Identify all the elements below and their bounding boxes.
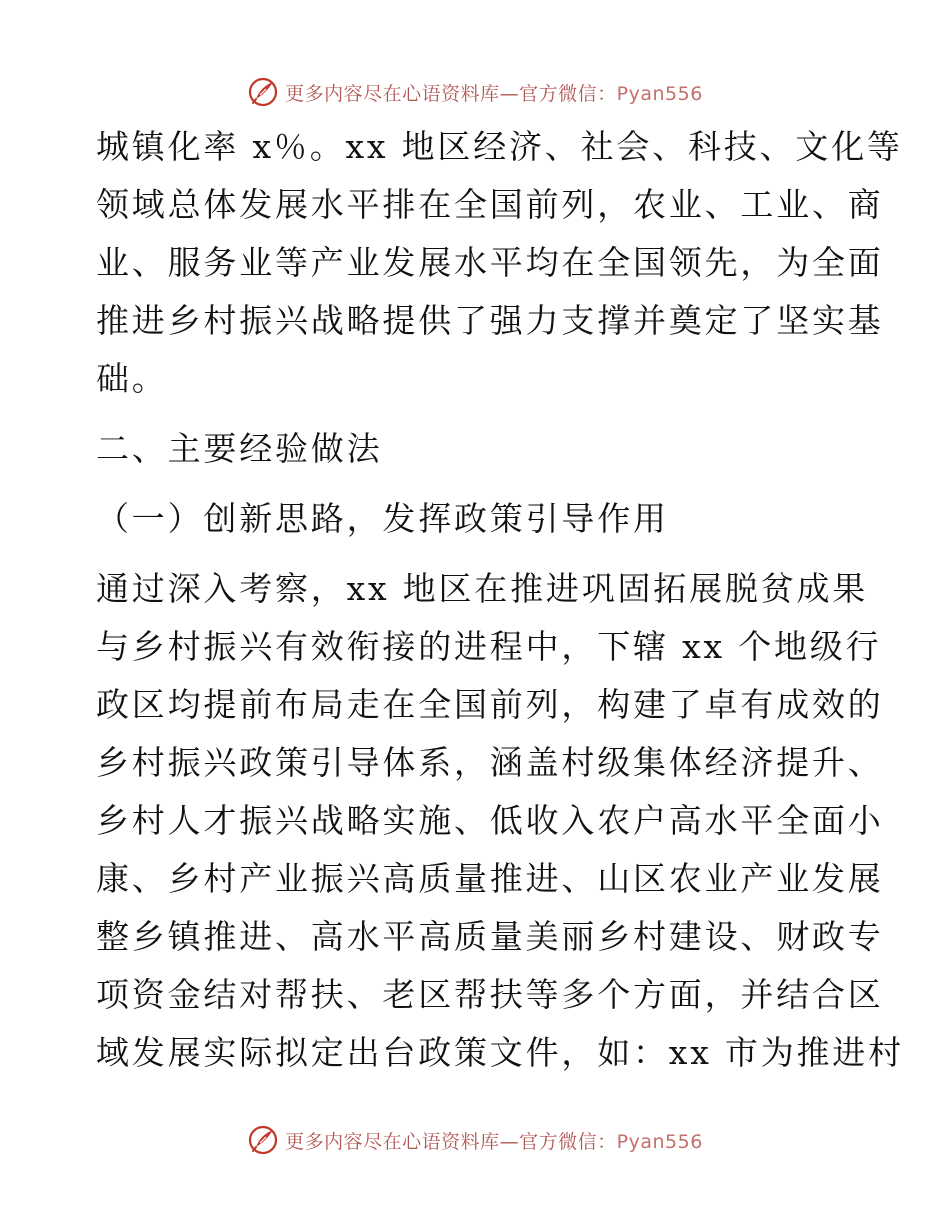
paragraph-line: 政区均提前布局走在全国前列，构建了卓有成效的 [96,685,884,724]
paragraph-line: 项资金结对帮扶、老区帮扶等多个方面，并结合区 [96,975,884,1014]
watermark-text [285,79,703,106]
header-watermark-banner [0,72,950,112]
watermark-text-cn: 更多内容尽在心语资料库—官方微信： [285,1130,617,1153]
paragraph-line: 与乡村振兴有效衔接的进程中，下辖 xx 个地级行 [96,627,882,666]
paragraph-line: 业、服务业等产业发展水平均在全国领先，为全面 [96,243,884,282]
footer-watermark-banner [0,1120,950,1160]
document-body [96,118,904,1082]
feather-pen-logo-icon [247,76,279,108]
paragraph-line: 康、乡村产业振兴高质量推进、山区农业产业发展 [96,859,884,898]
paragraph-line: 领域总体发展水平排在全国前列，农业、工业、商 [96,185,884,224]
paragraph-line: 乡村人才振兴战略实施、低收入农户高水平全面小 [96,801,884,840]
paragraph-line: 域发展实际拟定出台政策文件，如：xx 市为推进村 [96,1033,904,1072]
paragraph-line: 整乡镇推进、高水平高质量美丽乡村建设、财政专 [96,917,884,956]
watermark-text [285,1127,703,1154]
feather-pen-logo-icon [247,1124,279,1156]
subsection-heading: （一）创新思路，发挥政策引导作用 [96,499,669,538]
paragraph-line: 城镇化率 x％。xx 地区经济、社会、科技、文化等 [96,127,903,166]
section-heading: 二、主要经验做法 [96,429,383,468]
watermark-text-cn: 更多内容尽在心语资料库—官方微信： [285,82,617,105]
paragraph-line: 础。 [96,359,168,398]
paragraph-line: 推进乡村振兴战略提供了强力支撑并奠定了坚实基 [96,301,884,340]
watermark-text-wechat-id: Pyan556 [616,1130,703,1153]
watermark-text-wechat-id: Pyan556 [616,82,703,105]
paragraph-line: 通过深入考察，xx 地区在推进巩固拓展脱贫成果 [96,569,869,608]
paragraph-line: 乡村振兴政策引导体系，涵盖村级集体经济提升、 [96,743,884,782]
